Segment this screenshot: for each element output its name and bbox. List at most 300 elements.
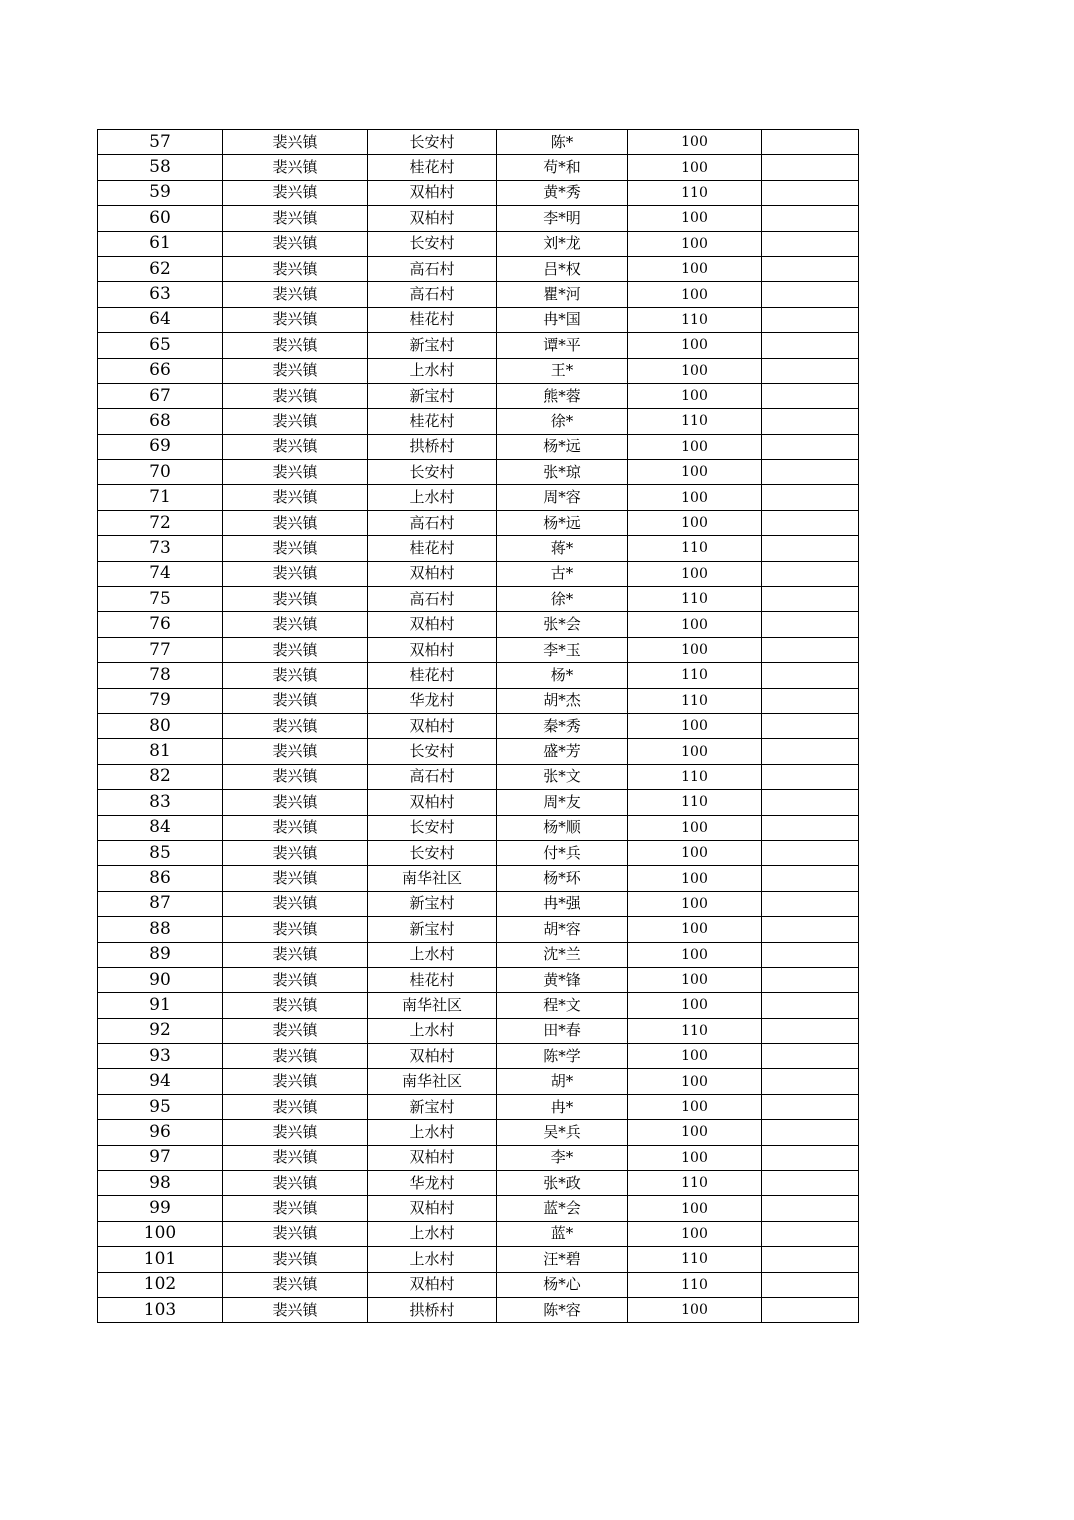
cell-name: 胡*	[497, 1069, 628, 1094]
cell-amount: 100	[628, 1196, 762, 1221]
table-row	[98, 1094, 859, 1119]
cell-note	[762, 967, 859, 992]
cell-amount: 100	[628, 1221, 762, 1246]
cell-village: 长安村	[368, 231, 497, 256]
table-row	[98, 612, 859, 637]
cell-note	[762, 180, 859, 205]
cell-amount: 100	[628, 383, 762, 408]
table-row	[98, 942, 859, 967]
cell-amount: 100	[628, 510, 762, 535]
cell-seq: 102	[98, 1272, 223, 1297]
cell-town: 裴兴镇	[223, 383, 368, 408]
cell-note	[762, 485, 859, 510]
cell-note	[762, 155, 859, 180]
cell-amount: 100	[628, 282, 762, 307]
cell-amount: 110	[628, 1247, 762, 1272]
cell-note	[762, 1247, 859, 1272]
table-row	[98, 409, 859, 434]
cell-seq: 75	[98, 587, 223, 612]
cell-amount: 100	[628, 231, 762, 256]
cell-village: 高石村	[368, 282, 497, 307]
cell-name: 刘*龙	[497, 231, 628, 256]
table-row	[98, 434, 859, 459]
cell-note	[762, 587, 859, 612]
table-row	[98, 637, 859, 662]
cell-note	[762, 1018, 859, 1043]
cell-note	[762, 815, 859, 840]
cell-name: 汪*碧	[497, 1247, 628, 1272]
cell-name: 苟*和	[497, 155, 628, 180]
cell-town: 裴兴镇	[223, 282, 368, 307]
cell-note	[762, 256, 859, 281]
table-row	[98, 840, 859, 865]
cell-name: 冉*	[497, 1094, 628, 1119]
cell-village: 双柏村	[368, 637, 497, 662]
cell-amount: 110	[628, 409, 762, 434]
cell-town: 裴兴镇	[223, 967, 368, 992]
cell-seq: 68	[98, 409, 223, 434]
cell-town: 裴兴镇	[223, 180, 368, 205]
table-row	[98, 561, 859, 586]
cell-amount: 100	[628, 942, 762, 967]
cell-name: 周*容	[497, 485, 628, 510]
cell-town: 裴兴镇	[223, 409, 368, 434]
cell-village: 桂花村	[368, 155, 497, 180]
cell-name: 蒋*	[497, 536, 628, 561]
cell-name: 蓝*会	[497, 1196, 628, 1221]
cell-seq: 91	[98, 993, 223, 1018]
cell-name: 古*	[497, 561, 628, 586]
cell-village: 双柏村	[368, 1044, 497, 1069]
cell-seq: 83	[98, 790, 223, 815]
table-row	[98, 460, 859, 485]
cell-amount: 110	[628, 1171, 762, 1196]
cell-name: 吴*兵	[497, 1120, 628, 1145]
cell-town: 裴兴镇	[223, 130, 368, 155]
cell-amount: 100	[628, 840, 762, 865]
cell-village: 新宝村	[368, 1094, 497, 1119]
cell-amount: 100	[628, 1094, 762, 1119]
table-row	[98, 764, 859, 789]
cell-village: 双柏村	[368, 713, 497, 738]
table-row	[98, 1221, 859, 1246]
cell-town: 裴兴镇	[223, 1018, 368, 1043]
cell-note	[762, 1297, 859, 1322]
cell-name: 杨*心	[497, 1272, 628, 1297]
cell-village: 高石村	[368, 256, 497, 281]
cell-amount: 100	[628, 1297, 762, 1322]
table-row	[98, 1247, 859, 1272]
cell-village: 桂花村	[368, 967, 497, 992]
cell-name: 徐*	[497, 587, 628, 612]
cell-note	[762, 739, 859, 764]
cell-note	[762, 688, 859, 713]
cell-note	[762, 764, 859, 789]
cell-note	[762, 891, 859, 916]
cell-seq: 57	[98, 130, 223, 155]
cell-village: 长安村	[368, 460, 497, 485]
cell-town: 裴兴镇	[223, 206, 368, 231]
cell-town: 裴兴镇	[223, 1297, 368, 1322]
cell-seq: 98	[98, 1171, 223, 1196]
table-row	[98, 967, 859, 992]
cell-town: 裴兴镇	[223, 155, 368, 180]
cell-amount: 110	[628, 688, 762, 713]
cell-amount: 100	[628, 739, 762, 764]
cell-amount: 100	[628, 256, 762, 281]
cell-village: 南华社区	[368, 866, 497, 891]
table-row	[98, 866, 859, 891]
cell-seq: 67	[98, 383, 223, 408]
cell-seq: 100	[98, 1221, 223, 1246]
table-row	[98, 587, 859, 612]
cell-amount: 110	[628, 764, 762, 789]
cell-seq: 99	[98, 1196, 223, 1221]
cell-town: 裴兴镇	[223, 1044, 368, 1069]
cell-name: 陈*容	[497, 1297, 628, 1322]
cell-note	[762, 1044, 859, 1069]
cell-amount: 100	[628, 130, 762, 155]
cell-seq: 81	[98, 739, 223, 764]
cell-name: 黄*锋	[497, 967, 628, 992]
cell-town: 裴兴镇	[223, 1272, 368, 1297]
table-row	[98, 1044, 859, 1069]
cell-name: 张*琼	[497, 460, 628, 485]
cell-town: 裴兴镇	[223, 1221, 368, 1246]
cell-village: 南华社区	[368, 993, 497, 1018]
cell-town: 裴兴镇	[223, 1196, 368, 1221]
cell-town: 裴兴镇	[223, 307, 368, 332]
cell-name: 秦*秀	[497, 713, 628, 738]
table-row	[98, 180, 859, 205]
table-row	[98, 663, 859, 688]
cell-name: 张*文	[497, 764, 628, 789]
cell-name: 田*春	[497, 1018, 628, 1043]
cell-name: 张*政	[497, 1171, 628, 1196]
cell-seq: 88	[98, 917, 223, 942]
cell-village: 新宝村	[368, 383, 497, 408]
cell-name: 蓝*	[497, 1221, 628, 1246]
cell-town: 裴兴镇	[223, 256, 368, 281]
cell-seq: 97	[98, 1145, 223, 1170]
cell-note	[762, 383, 859, 408]
cell-name: 陈*	[497, 130, 628, 155]
cell-amount: 110	[628, 663, 762, 688]
cell-amount: 100	[628, 155, 762, 180]
cell-note	[762, 993, 859, 1018]
table-row	[98, 790, 859, 815]
cell-name: 杨*远	[497, 434, 628, 459]
cell-seq: 78	[98, 663, 223, 688]
cell-name: 冉*强	[497, 891, 628, 916]
table-row	[98, 1018, 859, 1043]
cell-name: 李*玉	[497, 637, 628, 662]
cell-name: 熊*蓉	[497, 383, 628, 408]
cell-seq: 101	[98, 1247, 223, 1272]
cell-amount: 100	[628, 1044, 762, 1069]
cell-note	[762, 536, 859, 561]
table-row	[98, 155, 859, 180]
cell-seq: 94	[98, 1069, 223, 1094]
cell-village: 双柏村	[368, 790, 497, 815]
cell-name: 李*明	[497, 206, 628, 231]
cell-amount: 110	[628, 790, 762, 815]
cell-seq: 63	[98, 282, 223, 307]
table-row	[98, 1297, 859, 1322]
cell-village: 上水村	[368, 1221, 497, 1246]
table-row	[98, 1120, 859, 1145]
cell-village: 桂花村	[368, 409, 497, 434]
cell-town: 裴兴镇	[223, 764, 368, 789]
cell-village: 双柏村	[368, 612, 497, 637]
cell-amount: 110	[628, 536, 762, 561]
cell-amount: 110	[628, 1018, 762, 1043]
cell-seq: 60	[98, 206, 223, 231]
cell-town: 裴兴镇	[223, 891, 368, 916]
cell-seq: 90	[98, 967, 223, 992]
cell-name: 黄*秀	[497, 180, 628, 205]
table-row	[98, 1272, 859, 1297]
data-table	[97, 129, 859, 1323]
cell-name: 杨*远	[497, 510, 628, 535]
cell-note	[762, 434, 859, 459]
table-row	[98, 536, 859, 561]
table-row	[98, 358, 859, 383]
table-row	[98, 739, 859, 764]
cell-amount: 110	[628, 180, 762, 205]
cell-village: 上水村	[368, 1018, 497, 1043]
cell-seq: 58	[98, 155, 223, 180]
cell-village: 华龙村	[368, 688, 497, 713]
cell-village: 高石村	[368, 510, 497, 535]
cell-note	[762, 790, 859, 815]
cell-amount: 100	[628, 993, 762, 1018]
cell-seq: 66	[98, 358, 223, 383]
cell-town: 裴兴镇	[223, 536, 368, 561]
cell-name: 陈*学	[497, 1044, 628, 1069]
cell-amount: 100	[628, 891, 762, 916]
cell-seq: 79	[98, 688, 223, 713]
cell-note	[762, 460, 859, 485]
cell-note	[762, 1120, 859, 1145]
cell-town: 裴兴镇	[223, 1247, 368, 1272]
table-row	[98, 891, 859, 916]
cell-name: 徐*	[497, 409, 628, 434]
cell-seq: 72	[98, 510, 223, 535]
cell-note	[762, 942, 859, 967]
cell-seq: 86	[98, 866, 223, 891]
cell-seq: 103	[98, 1297, 223, 1322]
cell-town: 裴兴镇	[223, 993, 368, 1018]
cell-amount: 100	[628, 612, 762, 637]
cell-town: 裴兴镇	[223, 1145, 368, 1170]
cell-town: 裴兴镇	[223, 1094, 368, 1119]
cell-village: 桂花村	[368, 536, 497, 561]
cell-village: 华龙村	[368, 1171, 497, 1196]
cell-name: 李*	[497, 1145, 628, 1170]
cell-seq: 85	[98, 840, 223, 865]
cell-seq: 61	[98, 231, 223, 256]
cell-seq: 96	[98, 1120, 223, 1145]
table-row	[98, 993, 859, 1018]
table-row	[98, 1145, 859, 1170]
cell-town: 裴兴镇	[223, 790, 368, 815]
cell-village: 拱桥村	[368, 1297, 497, 1322]
cell-seq: 84	[98, 815, 223, 840]
cell-village: 桂花村	[368, 307, 497, 332]
cell-name: 瞿*河	[497, 282, 628, 307]
cell-note	[762, 130, 859, 155]
table-body	[98, 130, 859, 1323]
cell-seq: 92	[98, 1018, 223, 1043]
table-row	[98, 1196, 859, 1221]
cell-amount: 100	[628, 917, 762, 942]
cell-town: 裴兴镇	[223, 587, 368, 612]
cell-town: 裴兴镇	[223, 663, 368, 688]
cell-amount: 100	[628, 1145, 762, 1170]
cell-amount: 100	[628, 815, 762, 840]
cell-note	[762, 231, 859, 256]
cell-town: 裴兴镇	[223, 358, 368, 383]
cell-amount: 100	[628, 333, 762, 358]
cell-village: 新宝村	[368, 333, 497, 358]
cell-amount: 100	[628, 561, 762, 586]
cell-town: 裴兴镇	[223, 866, 368, 891]
cell-village: 长安村	[368, 840, 497, 865]
cell-village: 新宝村	[368, 917, 497, 942]
cell-village: 上水村	[368, 358, 497, 383]
cell-town: 裴兴镇	[223, 917, 368, 942]
cell-village: 双柏村	[368, 1145, 497, 1170]
cell-town: 裴兴镇	[223, 561, 368, 586]
cell-seq: 59	[98, 180, 223, 205]
cell-town: 裴兴镇	[223, 612, 368, 637]
cell-name: 周*友	[497, 790, 628, 815]
cell-town: 裴兴镇	[223, 815, 368, 840]
cell-village: 高石村	[368, 587, 497, 612]
cell-seq: 95	[98, 1094, 223, 1119]
cell-note	[762, 1094, 859, 1119]
cell-name: 张*会	[497, 612, 628, 637]
cell-seq: 70	[98, 460, 223, 485]
table-row	[98, 333, 859, 358]
cell-town: 裴兴镇	[223, 460, 368, 485]
cell-note	[762, 1221, 859, 1246]
table-row	[98, 815, 859, 840]
cell-note	[762, 713, 859, 738]
cell-town: 裴兴镇	[223, 637, 368, 662]
cell-village: 上水村	[368, 1120, 497, 1145]
cell-amount: 100	[628, 1069, 762, 1094]
cell-town: 裴兴镇	[223, 942, 368, 967]
cell-village: 双柏村	[368, 1272, 497, 1297]
cell-village: 长安村	[368, 739, 497, 764]
cell-town: 裴兴镇	[223, 485, 368, 510]
cell-seq: 93	[98, 1044, 223, 1069]
cell-note	[762, 1171, 859, 1196]
cell-name: 程*文	[497, 993, 628, 1018]
table-row	[98, 713, 859, 738]
cell-seq: 77	[98, 637, 223, 662]
cell-amount: 110	[628, 587, 762, 612]
cell-amount: 100	[628, 637, 762, 662]
cell-note	[762, 409, 859, 434]
table-row	[98, 231, 859, 256]
cell-name: 杨*	[497, 663, 628, 688]
cell-note	[762, 561, 859, 586]
table-row	[98, 1171, 859, 1196]
table-row	[98, 307, 859, 332]
cell-town: 裴兴镇	[223, 1171, 368, 1196]
table-row	[98, 688, 859, 713]
cell-village: 长安村	[368, 130, 497, 155]
table-row	[98, 485, 859, 510]
cell-seq: 74	[98, 561, 223, 586]
cell-seq: 73	[98, 536, 223, 561]
cell-note	[762, 1196, 859, 1221]
cell-note	[762, 1145, 859, 1170]
cell-village: 双柏村	[368, 180, 497, 205]
cell-village: 双柏村	[368, 561, 497, 586]
cell-name: 杨*环	[497, 866, 628, 891]
cell-village: 双柏村	[368, 206, 497, 231]
cell-seq: 82	[98, 764, 223, 789]
cell-village: 新宝村	[368, 891, 497, 916]
cell-amount: 100	[628, 485, 762, 510]
cell-amount: 110	[628, 307, 762, 332]
cell-amount: 100	[628, 206, 762, 231]
cell-seq: 71	[98, 485, 223, 510]
cell-village: 桂花村	[368, 663, 497, 688]
cell-amount: 100	[628, 358, 762, 383]
cell-seq: 76	[98, 612, 223, 637]
cell-village: 长安村	[368, 815, 497, 840]
cell-name: 胡*杰	[497, 688, 628, 713]
cell-note	[762, 206, 859, 231]
cell-amount: 100	[628, 1120, 762, 1145]
cell-seq: 65	[98, 333, 223, 358]
table-row	[98, 256, 859, 281]
cell-town: 裴兴镇	[223, 333, 368, 358]
cell-seq: 64	[98, 307, 223, 332]
cell-town: 裴兴镇	[223, 840, 368, 865]
cell-note	[762, 637, 859, 662]
cell-amount: 100	[628, 460, 762, 485]
cell-seq: 87	[98, 891, 223, 916]
cell-note	[762, 612, 859, 637]
cell-name: 付*兵	[497, 840, 628, 865]
cell-amount: 100	[628, 434, 762, 459]
cell-name: 吕*权	[497, 256, 628, 281]
cell-village: 上水村	[368, 485, 497, 510]
cell-village: 拱桥村	[368, 434, 497, 459]
cell-name: 杨*顺	[497, 815, 628, 840]
cell-amount: 100	[628, 967, 762, 992]
cell-town: 裴兴镇	[223, 688, 368, 713]
table-row	[98, 282, 859, 307]
cell-town: 裴兴镇	[223, 231, 368, 256]
table-row	[98, 130, 859, 155]
cell-note	[762, 866, 859, 891]
cell-note	[762, 1272, 859, 1297]
table-row	[98, 1069, 859, 1094]
cell-amount: 110	[628, 1272, 762, 1297]
cell-note	[762, 663, 859, 688]
cell-village: 南华社区	[368, 1069, 497, 1094]
cell-note	[762, 917, 859, 942]
cell-town: 裴兴镇	[223, 434, 368, 459]
cell-village: 高石村	[368, 764, 497, 789]
